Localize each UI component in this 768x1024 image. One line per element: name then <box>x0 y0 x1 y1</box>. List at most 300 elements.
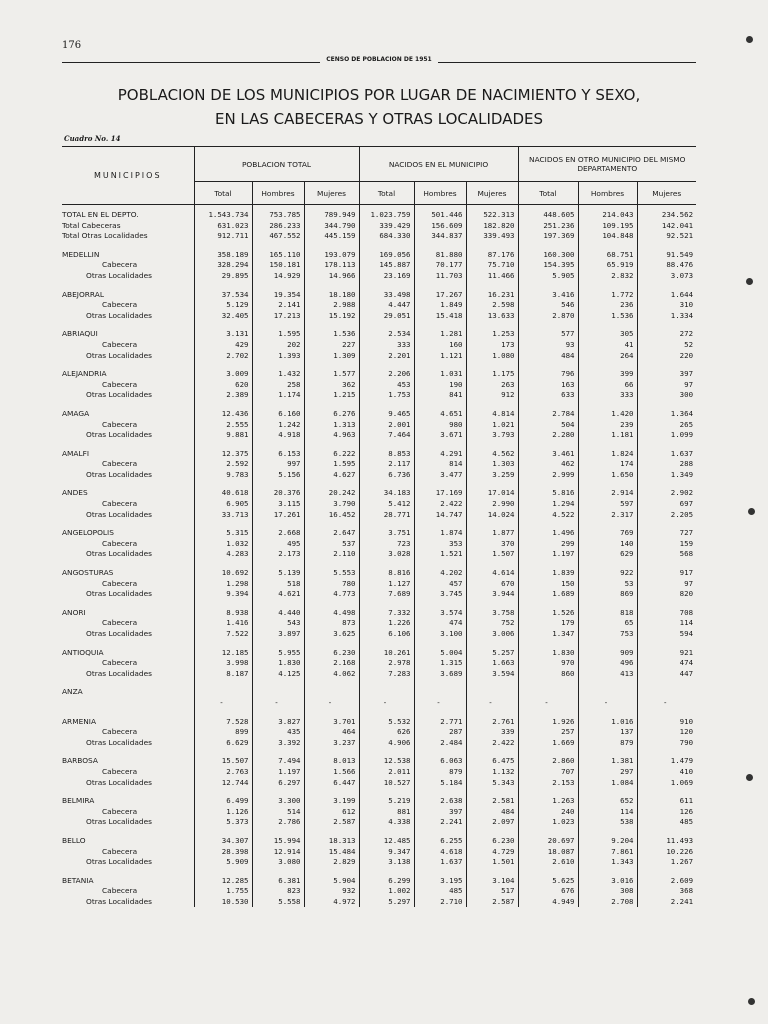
municipio-name: BARBOSA <box>62 756 98 766</box>
value-cell: 65.919 <box>578 260 637 271</box>
table-row <box>62 260 696 271</box>
table-row <box>62 221 696 232</box>
municipio-name: Cabecera <box>102 618 138 628</box>
value-cell: 17.261 <box>252 510 304 521</box>
value-cell: - <box>359 698 414 709</box>
value-cell: 18.087 <box>518 847 578 858</box>
value-cell: 4.963 <box>304 430 359 441</box>
value-cell: 3.300 <box>252 796 304 807</box>
value-cell: 2.205 <box>637 510 696 521</box>
value-cell: 6.255 <box>414 836 466 847</box>
value-cell: 780 <box>304 579 359 590</box>
municipio-name: ANDES <box>62 488 88 498</box>
value-cell: 841 <box>414 390 466 401</box>
header-total: Total <box>359 182 414 205</box>
value-cell: 881 <box>359 807 414 818</box>
table-row <box>62 340 696 351</box>
value-cell: 457 <box>414 579 466 590</box>
value-cell: 12.914 <box>252 847 304 858</box>
table-row <box>62 886 696 897</box>
value-cell: 932 <box>304 886 359 897</box>
value-cell: 1.432 <box>252 369 304 380</box>
value-cell: 297 <box>578 767 637 778</box>
value-cell: 34.307 <box>194 836 252 847</box>
value-cell: 1.543.734 <box>194 210 252 221</box>
value-cell: 5.412 <box>359 499 414 510</box>
table-row <box>62 876 696 887</box>
value-cell: 796 <box>518 369 578 380</box>
value-cell: 917 <box>637 568 696 579</box>
value-cell: 1.877 <box>466 528 518 539</box>
value-cell: 3.897 <box>252 629 304 640</box>
value-cell: 1.002 <box>359 886 414 897</box>
value-cell: 753 <box>578 629 637 640</box>
value-cell: 1.253 <box>466 329 518 340</box>
table-body <box>62 205 696 908</box>
municipio-name: ANTIOQUIA <box>62 647 104 657</box>
scan-speck <box>746 278 753 285</box>
table-row <box>62 897 696 908</box>
municipio-name: Otras Localidades <box>86 390 152 400</box>
municipio-name: ANGOSTURAS <box>62 568 114 578</box>
value-cell: 353 <box>414 539 466 550</box>
group-spacer <box>62 828 696 836</box>
value-cell <box>252 687 304 698</box>
value-cell: 5.129 <box>194 300 252 311</box>
municipio-name: Cabecera <box>102 379 138 389</box>
value-cell: 339.429 <box>359 221 414 232</box>
value-cell: 12.538 <box>359 756 414 767</box>
header-rule-left <box>62 62 320 63</box>
table-row <box>62 648 696 659</box>
value-cell: 4.918 <box>252 430 304 441</box>
value-cell: 2.771 <box>414 717 466 728</box>
value-cell: 156.609 <box>414 221 466 232</box>
table-row <box>62 857 696 868</box>
value-cell: 3.574 <box>414 608 466 619</box>
value-cell: 1.669 <box>518 738 578 749</box>
value-cell: 2.668 <box>252 528 304 539</box>
value-cell: 1.080 <box>466 351 518 362</box>
value-cell: 179 <box>518 618 578 629</box>
value-cell: 17.169 <box>414 488 466 499</box>
value-cell: 1.595 <box>304 459 359 470</box>
value-cell: 501.446 <box>414 210 466 221</box>
value-cell: 5.904 <box>304 876 359 887</box>
municipio-name: Cabecera <box>102 300 138 310</box>
value-cell: 5.184 <box>414 778 466 789</box>
table-row <box>62 271 696 282</box>
value-cell: 5.004 <box>414 648 466 659</box>
value-cell: 6.297 <box>252 778 304 789</box>
value-cell <box>194 687 252 698</box>
group-spacer <box>62 242 696 250</box>
value-cell: 9.204 <box>578 836 637 847</box>
value-cell: 518 <box>252 579 304 590</box>
value-cell: 10.527 <box>359 778 414 789</box>
value-cell: 670 <box>466 579 518 590</box>
municipio-name: Otras Localidades <box>86 549 152 559</box>
value-cell: 28.398 <box>194 847 252 858</box>
value-cell: 2.141 <box>252 300 304 311</box>
value-cell: 727 <box>637 528 696 539</box>
value-cell: 2.763 <box>194 767 252 778</box>
value-cell: 1.023.759 <box>359 210 414 221</box>
value-cell: 467.552 <box>252 231 304 242</box>
value-cell: 15.507 <box>194 756 252 767</box>
value-cell: 2.870 <box>518 311 578 322</box>
value-cell: 14.747 <box>414 510 466 521</box>
value-cell: 14.929 <box>252 271 304 282</box>
value-cell: 174 <box>578 459 637 470</box>
value-cell: 5.343 <box>466 778 518 789</box>
municipio-name: Cabecera <box>102 766 138 776</box>
value-cell: 2.097 <box>466 817 518 828</box>
value-cell: 3.080 <box>252 857 304 868</box>
value-cell: 447 <box>637 669 696 680</box>
value-cell: 202 <box>252 340 304 351</box>
value-cell: 264 <box>578 351 637 362</box>
value-cell <box>637 687 696 698</box>
value-cell: 4.949 <box>518 897 578 908</box>
table-row <box>62 390 696 401</box>
value-cell: 577 <box>518 329 578 340</box>
table-row <box>62 430 696 441</box>
value-cell: 333 <box>578 390 637 401</box>
page-title-line2: EN LAS CABECERAS Y OTRAS LOCALIDADES <box>214 110 544 128</box>
value-cell: 2.280 <box>518 430 578 441</box>
value-cell: 1.313 <box>304 420 359 431</box>
table-row <box>62 449 696 460</box>
municipio-name: Cabecera <box>102 339 138 349</box>
value-cell: 91.549 <box>637 250 696 261</box>
value-cell: 410 <box>637 767 696 778</box>
value-cell: 288 <box>637 459 696 470</box>
value-cell: 20.242 <box>304 488 359 499</box>
value-cell: 97 <box>637 579 696 590</box>
table-row <box>62 290 696 301</box>
value-cell: 11.703 <box>414 271 466 282</box>
value-cell <box>414 687 466 698</box>
value-cell: 6.230 <box>304 648 359 659</box>
value-cell: 7.528 <box>194 717 252 728</box>
value-cell: 912 <box>466 390 518 401</box>
value-cell: 1.755 <box>194 886 252 897</box>
value-cell: 169.056 <box>359 250 414 261</box>
value-cell: 93 <box>518 340 578 351</box>
value-cell: 16.452 <box>304 510 359 521</box>
value-cell: 4.498 <box>304 608 359 619</box>
value-cell: 629 <box>578 549 637 560</box>
value-cell: 474 <box>637 658 696 669</box>
value-cell: 2.241 <box>637 897 696 908</box>
value-cell: 1.263 <box>518 796 578 807</box>
value-cell: 1.032 <box>194 539 252 550</box>
value-cell: 399 <box>578 369 637 380</box>
value-cell: 752 <box>466 618 518 629</box>
value-cell: 1.824 <box>578 449 637 460</box>
value-cell: 300 <box>637 390 696 401</box>
value-cell: 10.530 <box>194 897 252 908</box>
value-cell: 6.276 <box>304 409 359 420</box>
value-cell: 10.692 <box>194 568 252 579</box>
value-cell: 11.493 <box>637 836 696 847</box>
municipio-name: Otras Localidades <box>86 469 152 479</box>
value-cell: 723 <box>359 539 414 550</box>
value-cell: 150.181 <box>252 260 304 271</box>
value-cell: 2.598 <box>466 300 518 311</box>
value-cell: 2.241 <box>414 817 466 828</box>
value-cell: 1.294 <box>518 499 578 510</box>
value-cell: 1.303 <box>466 459 518 470</box>
value-cell: 568 <box>637 549 696 560</box>
value-cell: 2.761 <box>466 717 518 728</box>
value-cell: 214.043 <box>578 210 637 221</box>
value-cell: 1.416 <box>194 618 252 629</box>
header-total: Total <box>194 182 252 205</box>
value-cell: 3.138 <box>359 857 414 868</box>
header-hombres: Hombres <box>578 182 637 205</box>
value-cell: 4.283 <box>194 549 252 560</box>
value-cell: 2.978 <box>359 658 414 669</box>
municipio-name: BELLO <box>62 835 86 845</box>
value-cell: 2.784 <box>518 409 578 420</box>
value-cell: 2.206 <box>359 369 414 380</box>
table-row <box>62 778 696 789</box>
value-cell: 137 <box>578 727 637 738</box>
value-cell: 220 <box>637 351 696 362</box>
value-cell: 2.990 <box>466 499 518 510</box>
value-cell: 1.267 <box>637 857 696 868</box>
value-cell: 2.647 <box>304 528 359 539</box>
header-nacidos-municipio: NACIDOS EN EL MUNICIPIO <box>359 147 518 182</box>
table-row <box>62 658 696 669</box>
group-spacer <box>62 401 696 409</box>
value-cell: 708 <box>637 608 696 619</box>
value-cell: 823 <box>252 886 304 897</box>
value-cell: 3.998 <box>194 658 252 669</box>
value-cell: 3.790 <box>304 499 359 510</box>
value-cell: 12.185 <box>194 648 252 659</box>
value-cell: 92.521 <box>637 231 696 242</box>
value-cell: 358.189 <box>194 250 252 261</box>
value-cell: 70.177 <box>414 260 466 271</box>
value-cell: 2.555 <box>194 420 252 431</box>
municipio-name: ARMENIA <box>62 716 97 726</box>
value-cell: 160 <box>414 340 466 351</box>
municipio-name: ALEJANDRIA <box>62 369 107 379</box>
table-row <box>62 369 696 380</box>
value-cell: 10.261 <box>359 648 414 659</box>
group-spacer <box>62 520 696 528</box>
municipio-name: Cabecera <box>102 806 138 816</box>
value-cell: 4.291 <box>414 449 466 460</box>
value-cell: 2.317 <box>578 510 637 521</box>
value-cell: 88.476 <box>637 260 696 271</box>
value-cell: 2.829 <box>304 857 359 868</box>
running-header: CENSO DE POBLACION DE 1951 <box>326 56 432 63</box>
value-cell: 543 <box>252 618 304 629</box>
value-cell: 7.494 <box>252 756 304 767</box>
value-cell: 485 <box>637 817 696 828</box>
value-cell: 5.909 <box>194 857 252 868</box>
municipio-name: Otras Localidades <box>86 896 152 906</box>
value-cell: 1.132 <box>466 767 518 778</box>
group-spacer <box>62 600 696 608</box>
value-cell: 1.479 <box>637 756 696 767</box>
group-spacer <box>62 748 696 756</box>
value-cell: 970 <box>518 658 578 669</box>
municipio-name: Otras Localidades <box>86 430 152 440</box>
value-cell: 3.745 <box>414 589 466 600</box>
table-row <box>62 528 696 539</box>
value-cell: 333 <box>359 340 414 351</box>
population-table <box>62 146 696 907</box>
table-row <box>62 311 696 322</box>
value-cell: 3.009 <box>194 369 252 380</box>
value-cell: 2.168 <box>304 658 359 669</box>
value-cell: 18.180 <box>304 290 359 301</box>
value-cell: 2.914 <box>578 488 637 499</box>
value-cell: 3.689 <box>414 669 466 680</box>
value-cell: 120 <box>637 727 696 738</box>
value-cell: 12.375 <box>194 449 252 460</box>
value-cell: 114 <box>637 618 696 629</box>
table-row <box>62 488 696 499</box>
municipio-name: ANORI <box>62 607 86 617</box>
value-cell: 104.848 <box>578 231 637 242</box>
value-cell: 611 <box>637 796 696 807</box>
value-cell: 5.257 <box>466 648 518 659</box>
header-mujeres: Mujeres <box>637 182 696 205</box>
value-cell <box>518 687 578 698</box>
value-cell: 305 <box>578 329 637 340</box>
group-spacer <box>62 709 696 717</box>
value-cell: 29.895 <box>194 271 252 282</box>
value-cell: 239 <box>578 420 637 431</box>
value-cell: 1.174 <box>252 390 304 401</box>
table-row <box>62 796 696 807</box>
table-row <box>62 698 696 709</box>
value-cell: 1.381 <box>578 756 637 767</box>
value-cell: 909 <box>578 648 637 659</box>
value-cell: 2.702 <box>194 351 252 362</box>
value-cell: 4.906 <box>359 738 414 749</box>
value-cell: 1.637 <box>414 857 466 868</box>
table-row <box>62 300 696 311</box>
table-number: Cuadro No. 14 <box>64 134 121 143</box>
value-cell: 1.023 <box>518 817 578 828</box>
value-cell: 4.618 <box>414 847 466 858</box>
value-cell: 2.117 <box>359 459 414 470</box>
header-nacidos-otro-municipio: NACIDOS EN OTRO MUNICIPIO DEL MISMO DEPARTAMENTO <box>518 147 696 182</box>
municipio-name: Cabecera <box>102 538 138 548</box>
value-cell: 504 <box>518 420 578 431</box>
value-cell: 251.236 <box>518 221 578 232</box>
value-cell: 8.187 <box>194 669 252 680</box>
value-cell: 6.230 <box>466 836 518 847</box>
table-row <box>62 618 696 629</box>
table-row <box>62 420 696 431</box>
value-cell: 6.299 <box>359 876 414 887</box>
municipio-name <box>62 698 194 709</box>
value-cell: 6.905 <box>194 499 252 510</box>
municipio-name: Cabecera <box>102 419 138 429</box>
value-cell: 1.849 <box>414 300 466 311</box>
value-cell: 980 <box>414 420 466 431</box>
value-cell: 87.176 <box>466 250 518 261</box>
municipio-name: Cabecera <box>102 499 138 509</box>
value-cell: 1.753 <box>359 390 414 401</box>
value-cell: 328.294 <box>194 260 252 271</box>
value-cell: 3.131 <box>194 329 252 340</box>
municipio-name: Cabecera <box>102 578 138 588</box>
group-spacer <box>62 282 696 290</box>
table-row <box>62 687 696 698</box>
value-cell: 17.014 <box>466 488 518 499</box>
value-cell: 344.790 <box>304 221 359 232</box>
value-cell: 1.536 <box>578 311 637 322</box>
value-cell: 485 <box>414 886 466 897</box>
value-cell: 6.106 <box>359 629 414 640</box>
value-cell: 15.192 <box>304 311 359 322</box>
table-row <box>62 351 696 362</box>
value-cell: 160.300 <box>518 250 578 261</box>
value-cell: 2.153 <box>518 778 578 789</box>
value-cell: 2.011 <box>359 767 414 778</box>
value-cell: 6.736 <box>359 470 414 481</box>
value-cell: 52 <box>637 340 696 351</box>
value-cell: 4.814 <box>466 409 518 420</box>
header-poblacion-total: POBLACION TOTAL <box>194 147 359 182</box>
value-cell: 1.281 <box>414 329 466 340</box>
municipio-name: Otras Localidades <box>86 857 152 867</box>
table-row <box>62 329 696 340</box>
value-cell: 234.562 <box>637 210 696 221</box>
value-cell: 3.104 <box>466 876 518 887</box>
group-spacer <box>62 321 696 329</box>
municipio-name: Otras Localidades <box>86 737 152 747</box>
value-cell: 7.464 <box>359 430 414 441</box>
value-cell: 7.332 <box>359 608 414 619</box>
value-cell: 2.201 <box>359 351 414 362</box>
value-cell: 142.041 <box>637 221 696 232</box>
value-cell: 537 <box>304 539 359 550</box>
value-cell: 4.651 <box>414 409 466 420</box>
table-row <box>62 807 696 818</box>
value-cell: 5.905 <box>518 271 578 282</box>
value-cell: 3.115 <box>252 499 304 510</box>
value-cell: 5.297 <box>359 897 414 908</box>
value-cell: 3.016 <box>578 876 637 887</box>
table-row <box>62 738 696 749</box>
value-cell: 869 <box>578 589 637 600</box>
value-cell: 173 <box>466 340 518 351</box>
value-cell: 1.242 <box>252 420 304 431</box>
value-cell: 2.484 <box>414 738 466 749</box>
municipio-name: Otras Localidades <box>86 310 152 320</box>
table-row <box>62 847 696 858</box>
municipio-name: Cabecera <box>102 658 138 668</box>
group-spacer <box>62 361 696 369</box>
table-row <box>62 817 696 828</box>
value-cell: 4.972 <box>304 897 359 908</box>
value-cell: 538 <box>578 817 637 828</box>
value-cell: 594 <box>637 629 696 640</box>
value-cell: 15.418 <box>414 311 466 322</box>
value-cell: 4.440 <box>252 608 304 619</box>
value-cell: 413 <box>578 669 637 680</box>
